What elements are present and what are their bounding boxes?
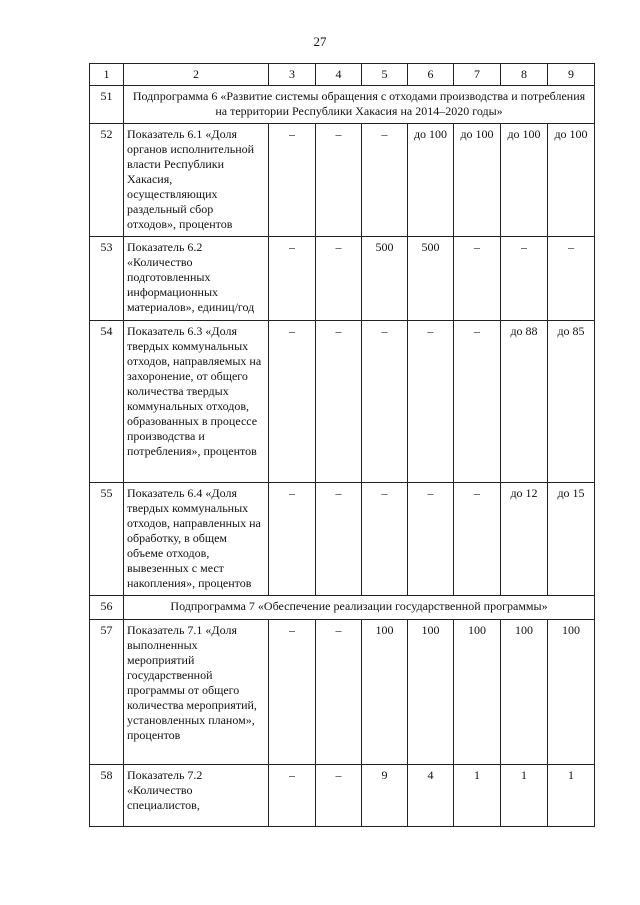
value-cell: 100 — [408, 620, 454, 765]
row-number: 53 — [90, 237, 124, 321]
value-cell: до 100 — [408, 124, 454, 237]
value-cell: 500 — [408, 237, 454, 321]
indicators-table — [89, 63, 595, 827]
value-cell: – — [316, 765, 362, 827]
header-cell: 5 — [362, 64, 408, 86]
row-number: 54 — [90, 321, 124, 483]
header-cell: 1 — [90, 64, 124, 86]
row-number: 56 — [90, 596, 124, 620]
value-cell: – — [548, 237, 595, 321]
value-cell: – — [362, 483, 408, 596]
value-cell: до 88 — [501, 321, 548, 483]
value-cell: 4 — [408, 765, 454, 827]
value-cell: 9 — [362, 765, 408, 827]
table-row — [90, 124, 595, 237]
value-cell: до 100 — [454, 124, 501, 237]
table-row — [90, 620, 595, 765]
table-row — [90, 321, 595, 483]
table-row — [90, 237, 595, 321]
value-cell: 100 — [501, 620, 548, 765]
page-number: 27 — [313, 34, 327, 49]
value-cell: до 12 — [501, 483, 548, 596]
header-cell: 7 — [454, 64, 501, 86]
header-row — [90, 64, 595, 86]
row-number: 52 — [90, 124, 124, 237]
indicator-name: Показатель 6.3 «Доля твердых коммунальных отходов, направляемых на захоронение, от общего количества твердых коммунальных отходов, образованных в процессе производства и потребления», процентов — [124, 321, 269, 483]
indicator-name: Показатель 7.2 «Количество специалистов, — [124, 765, 269, 827]
section-row — [90, 86, 595, 124]
header-cell: 9 — [548, 64, 595, 86]
value-cell: – — [316, 321, 362, 483]
value-cell: – — [362, 321, 408, 483]
header-cell: 3 — [269, 64, 316, 86]
indicator-name: Показатель 6.1 «Доля органов исполнительной власти Республики Хакасия, осуществляющих раздельный сбор отходов», процентов — [124, 124, 269, 237]
table-row — [90, 483, 595, 596]
value-cell: 1 — [548, 765, 595, 827]
value-cell: 500 — [362, 237, 408, 321]
value-cell: до 85 — [548, 321, 595, 483]
value-cell: 1 — [501, 765, 548, 827]
indicator-name: Показатель 7.1 «Доля выполненных мероприятий государственной программы от общего количества мероприятий, установленных планом», процентов — [124, 620, 269, 765]
value-cell: 100 — [548, 620, 595, 765]
value-cell: – — [408, 483, 454, 596]
value-cell: до 100 — [548, 124, 595, 237]
value-cell: – — [269, 483, 316, 596]
section-title: Подпрограмма 6 «Развитие системы обращения с отходами производства и потребления на территории Республики Хакасия на 2014–2020 годы» — [124, 86, 595, 124]
table-row — [90, 765, 595, 827]
header-cell: 2 — [124, 64, 269, 86]
value-cell: до 100 — [501, 124, 548, 237]
value-cell: 100 — [362, 620, 408, 765]
section-row — [90, 596, 595, 620]
header-cell: 4 — [316, 64, 362, 86]
indicator-name: Показатель 6.2 «Количество подготовленных информационных материалов», единиц/год — [124, 237, 269, 321]
value-cell: – — [316, 237, 362, 321]
header-cell: 6 — [408, 64, 454, 86]
header-cell: 8 — [501, 64, 548, 86]
value-cell: – — [362, 124, 408, 237]
row-number: 57 — [90, 620, 124, 765]
section-title: Подпрограмма 7 «Обеспечение реализации государственной программы» — [124, 596, 595, 620]
value-cell: 1 — [454, 765, 501, 827]
value-cell: – — [454, 237, 501, 321]
value-cell: – — [269, 620, 316, 765]
value-cell: – — [316, 124, 362, 237]
value-cell: – — [501, 237, 548, 321]
value-cell: – — [454, 483, 501, 596]
value-cell: – — [316, 483, 362, 596]
value-cell: – — [269, 237, 316, 321]
row-number: 51 — [90, 86, 124, 124]
value-cell: – — [269, 321, 316, 483]
value-cell: – — [408, 321, 454, 483]
indicator-name: Показатель 6.4 «Доля твердых коммунальных отходов, направленных на обработку, в общем объеме отходов, вывезенных с мест накопления», процентов — [124, 483, 269, 596]
value-cell: – — [269, 124, 316, 237]
value-cell: 100 — [454, 620, 501, 765]
row-number: 55 — [90, 483, 124, 596]
value-cell: – — [454, 321, 501, 483]
value-cell: – — [316, 620, 362, 765]
value-cell: до 15 — [548, 483, 595, 596]
value-cell: – — [269, 765, 316, 827]
row-number: 58 — [90, 765, 124, 827]
